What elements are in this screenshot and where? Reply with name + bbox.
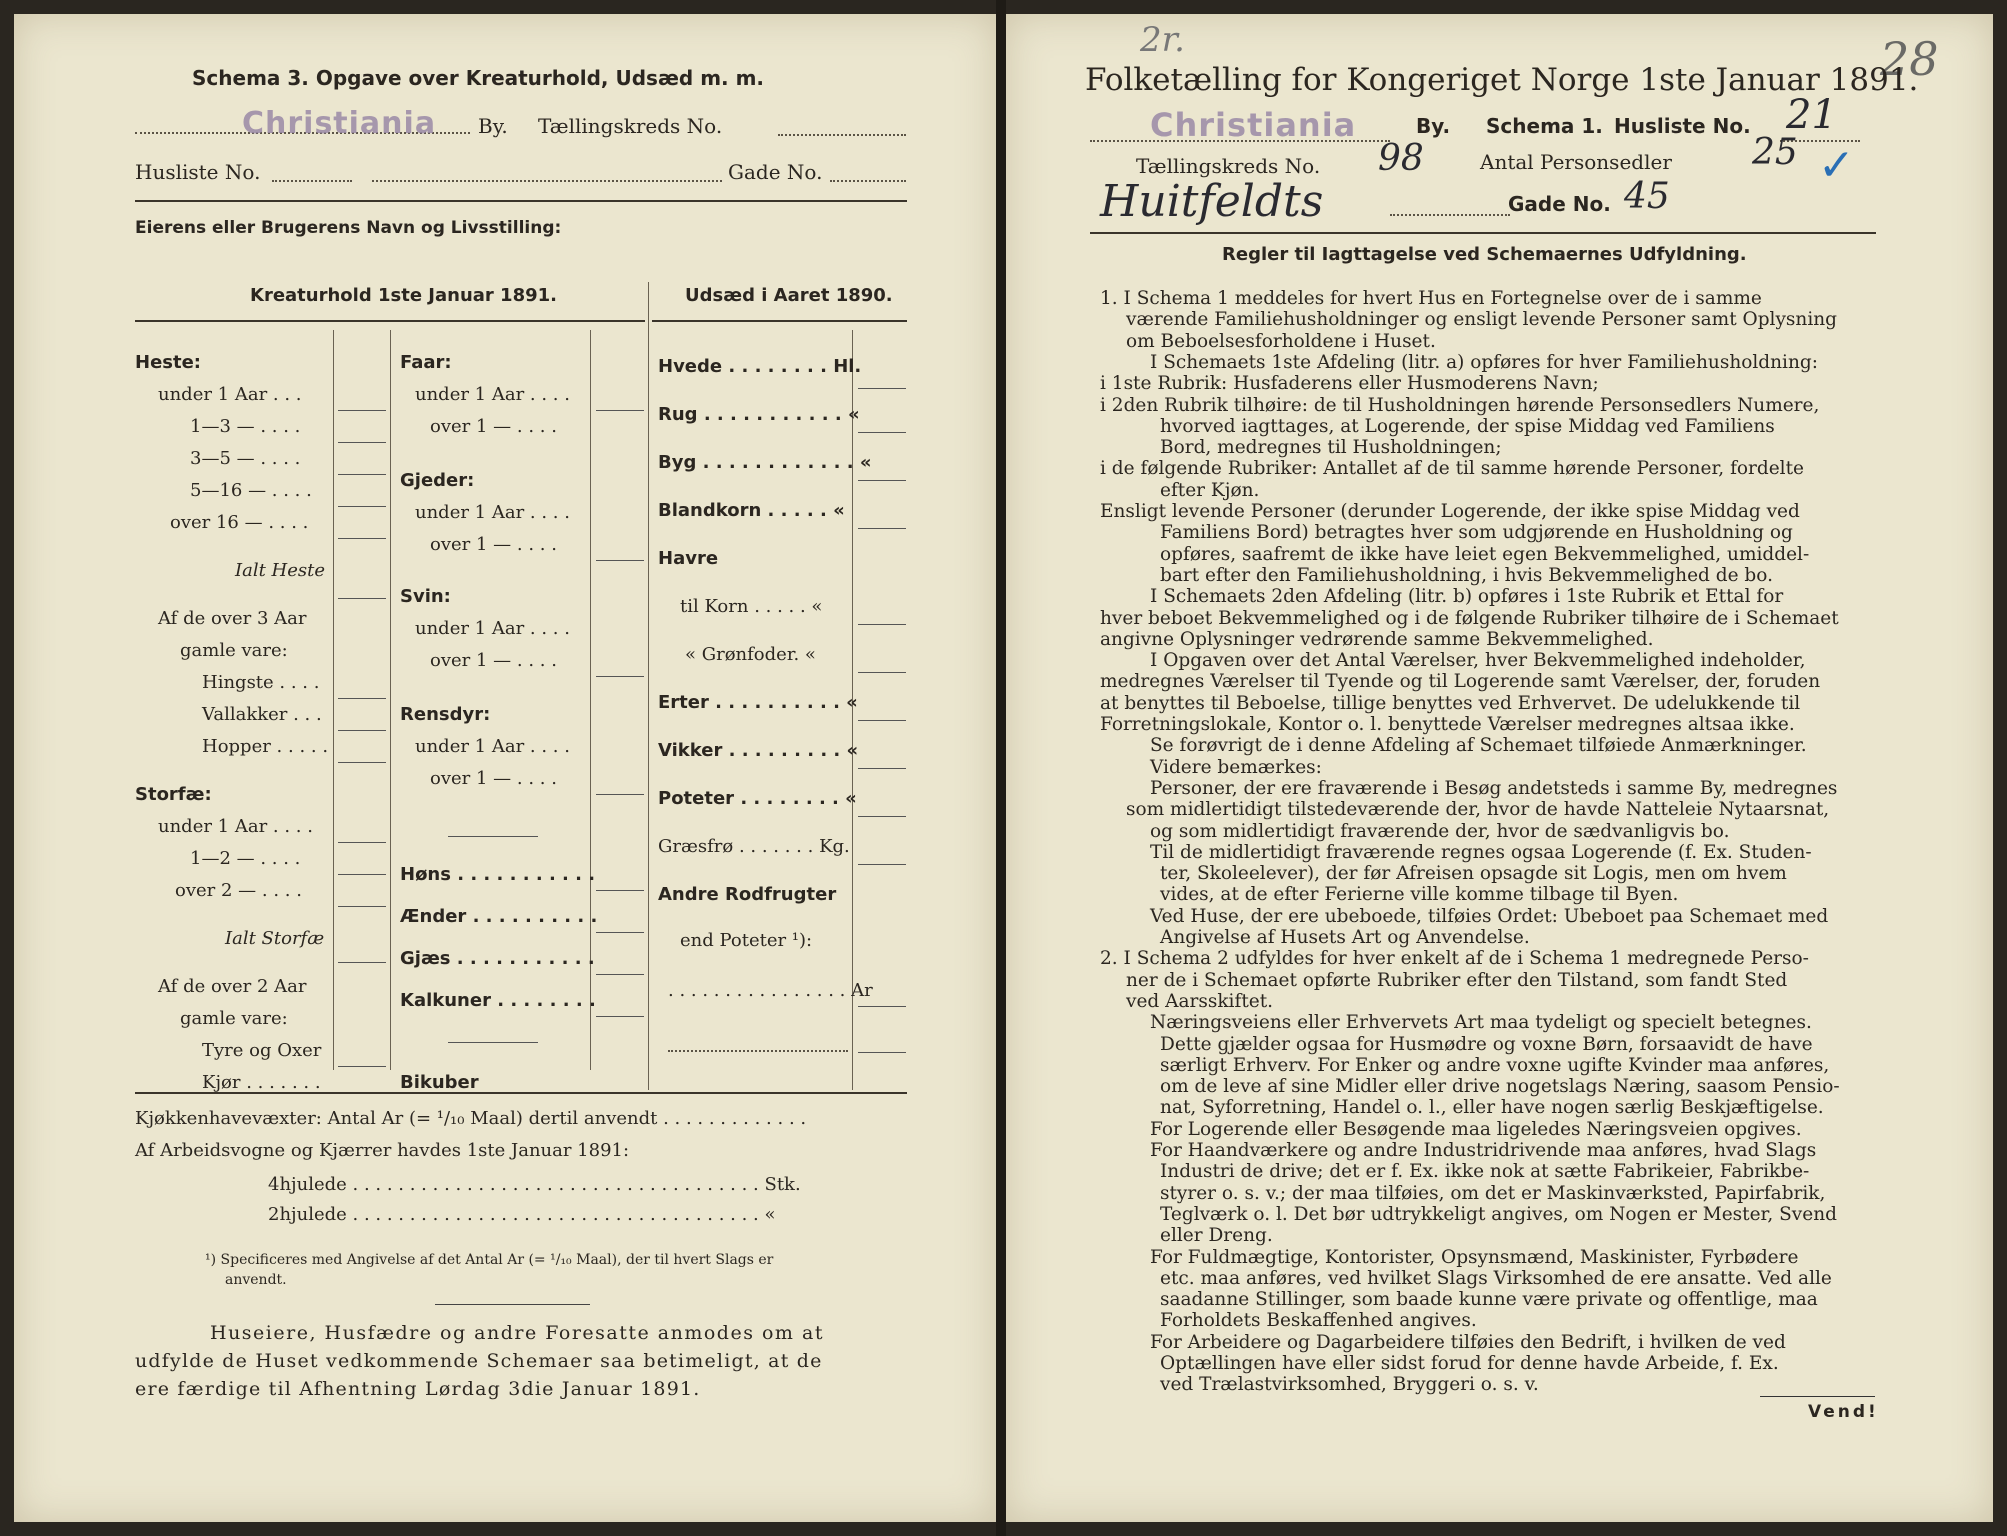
col3-row: Vikker . . . . . . . . . « — [658, 740, 859, 761]
rule-line: For Fuldmægtige, Kontorister, Opsynsmænd, Maskinister, Fyrbødere — [1150, 1247, 1799, 1268]
col3-blank — [858, 720, 906, 721]
rule-line: vides, at de efter Ferierne ville komme tilbage til Byen. — [1160, 884, 1679, 905]
col3-row: Byg . . . . . . . . . . . . « — [658, 452, 872, 473]
col2-blank — [596, 1016, 644, 1017]
col2-blank — [596, 676, 644, 677]
col1-row: Kjør . . . . . . . — [202, 1072, 321, 1093]
col2-row: Ænder . . . . . . . . . . — [400, 906, 598, 927]
rule-line: etc. maa anføres, ved hvilket Slags Virksomhed de ere ansatte. Ved alle — [1160, 1268, 1832, 1289]
right-gade-label: Gade No. — [1508, 192, 1611, 216]
left-gade-label: Gade No. — [728, 160, 823, 184]
col1-row: 5—16 — . . . . — [190, 480, 312, 501]
taellingskreds-dotline — [778, 132, 906, 136]
footnote-line-2: anvendt. — [225, 1272, 287, 1288]
col3-row: Havre — [658, 548, 719, 569]
vend-label: Vend! — [1808, 1402, 1879, 1422]
left-husliste-label: Husliste No. — [135, 160, 261, 184]
col3-blank — [858, 816, 906, 817]
closing-separator — [435, 1304, 590, 1305]
col3-blank — [858, 624, 906, 625]
col1-row: Ialt Heste — [235, 560, 326, 581]
col2-blank — [596, 410, 644, 411]
col1-blank — [338, 762, 386, 763]
rule-line: Til de midlertidigt fraværende regnes ogsaa Logerende (f. Ex. Studen- — [1150, 842, 1812, 863]
col2-row: Gjæs . . . . . . . . . . . — [400, 948, 595, 969]
col1-row: under 1 Aar . . . . — [158, 816, 313, 837]
right-by-label: By. — [1416, 114, 1451, 138]
col1-row: 3—5 — . . . . — [190, 448, 301, 469]
col2-row: Rensdyr: — [400, 704, 491, 725]
col1-row: Heste: — [135, 352, 201, 373]
col1-row: Af de over 3 Aar — [158, 608, 307, 629]
col3-row: til Korn . . . . . « — [680, 596, 823, 617]
col1-row: gamle vare: — [180, 1008, 288, 1029]
rule-line: I Schemaets 2den Afdeling (litr. b) opføres i 1ste Rubrik et Ettal for — [1150, 586, 1784, 607]
blue-check-mark: ✓ — [1818, 140, 1855, 191]
book-gutter — [996, 0, 1006, 1536]
col2-blank — [596, 932, 644, 933]
gade-dotline — [830, 178, 906, 182]
col3-blank — [858, 1052, 906, 1053]
udsaed-heading: Udsæd i Aaret 1890. — [685, 285, 893, 306]
col2-row: over 1 — . . . . — [430, 768, 557, 789]
rule-line: særligt Erhverv. For Enker og andre voxne ugifte Kvinder maa anføres, — [1160, 1055, 1830, 1076]
col1-row: Hingste . . . . — [202, 672, 320, 693]
col3-row: Hvede . . . . . . . . Hl. — [658, 356, 862, 377]
col3-row: Erter . . . . . . . . . . « — [658, 692, 858, 713]
right-taellingskreds-label: Tællingskreds No. — [1136, 154, 1321, 178]
col1-blank — [338, 874, 386, 875]
col2-blank — [596, 794, 644, 795]
udsaed-rule — [652, 320, 907, 322]
rule-line: medregnes Værelser til Tyende og til Logerende samt Værelser, der, foruden — [1100, 671, 1821, 692]
col3-extra-dotline — [668, 1048, 848, 1052]
rule-line: styrer o. s. v.; der maa tilføies, om det er Maskinværksted, Papirfabrik, — [1160, 1183, 1826, 1204]
col3-blank — [858, 864, 906, 865]
col1-row: Af de over 2 Aar — [158, 976, 307, 997]
col3-row: Rug . . . . . . . . . . . « — [658, 404, 860, 425]
rule-line: ved Trælastvirksomhed, Bryggeri o. s. v. — [1160, 1374, 1539, 1395]
col1-row: Hopper . . . . . — [202, 736, 329, 757]
rule-line: værende Familiehusholdninger og ensligt levende Personer samt Oplysning — [1126, 309, 1837, 330]
left-taellingskreds-label: Tællingskreds No. — [538, 114, 723, 138]
taellingskreds-value: 98 — [1378, 138, 1424, 179]
col1-blank — [338, 906, 386, 907]
right-title: Folketælling for Kongeriget Norge 1ste Januar 1891. — [1085, 62, 1919, 98]
footnote-line-1: ¹) Specificeres med Angivelse af det Antal Ar (= ¹/₁₀ Maal), der til hvert Slags er — [205, 1252, 774, 1268]
col2-row: over 1 — . . . . — [430, 650, 557, 671]
rule-line: 1. I Schema 1 meddeles for hvert Hus en Fortegnelse over de i samme — [1100, 288, 1762, 309]
schema-label: Schema 1. — [1486, 114, 1603, 138]
col3-blank — [858, 768, 906, 769]
col1-row: 1—2 — . . . . — [190, 848, 301, 869]
left-city-stamp: Christiania — [242, 106, 437, 141]
col3-blank — [858, 528, 906, 529]
col2-row: Høns . . . . . . . . . . . — [400, 864, 596, 885]
rule-line: at benyttes til Beboelse, tillige benyttes ved Erhvervet. De udelukkende til — [1100, 693, 1801, 714]
left-title: Schema 3. Opgave over Kreaturhold, Udsæd m. m. — [192, 66, 765, 90]
col2-row: Svin: — [400, 586, 451, 607]
right-husliste-label: Husliste No. — [1614, 114, 1751, 138]
hjul2-line: 2hjulede . . . . . . . . . . . . . . . . . . . . . . . . . . . . . . . . . . . . « — [268, 1204, 776, 1225]
rule-line: som midlertidigt tilstedeværende der, hvor de havde Natteleie Nytaarsnat, — [1126, 799, 1830, 820]
left-by-label: By. — [478, 114, 508, 138]
col1-row: gamle vare: — [180, 640, 288, 661]
col3-row: Poteter . . . . . . . . « — [658, 788, 857, 809]
col1-row: Vallakker . . . — [202, 704, 322, 725]
col1-blank — [338, 410, 386, 411]
col1-value-right — [390, 330, 391, 1070]
col1-blank — [338, 598, 386, 599]
col2-row: over 1 — . . . . — [430, 416, 557, 437]
col1-blank — [338, 730, 386, 731]
col1-row: over 16 — . . . . — [170, 512, 309, 533]
rule-line: Ved Huse, der ere ubeboede, tilføies Ordet: Ubeboet paa Schemaet med — [1150, 906, 1829, 927]
col3-row: Andre Rodfrugter — [658, 884, 837, 905]
rule-line: Bord, medregnes til Husholdningen; — [1160, 437, 1502, 458]
arbeidsvogne-line: Af Arbeidsvogne og Kjærrer havdes 1ste Januar 1891: — [135, 1140, 630, 1161]
rule-line: i 1ste Rubrik: Husfaderens eller Husmoderens Navn; — [1100, 373, 1599, 394]
rule-line: I Schemaets 1ste Afdeling (litr. a) opføres for hver Familiehusholdning: — [1150, 352, 1818, 373]
col3-blank — [858, 388, 906, 389]
rule-line: angivne Oplysninger vedrørende samme Bekvemmelighed. — [1100, 629, 1654, 650]
pencil-mark: 2r. — [1140, 20, 1185, 60]
col2-blank — [596, 560, 644, 561]
col3-blank — [858, 672, 906, 673]
rule-line: i de følgende Rubriker: Antallet af de til samme hørende Personer, fordelte — [1100, 458, 1804, 479]
rule-line: opføres, saafremt de ikke have leiet egen Bekvemmelighed, umiddel- — [1160, 544, 1810, 565]
rule-line: og som midlertidigt fraværende der, hvor de sædvanligvis bo. — [1150, 821, 1730, 842]
rule-line: i 2den Rubrik tilhøire: de til Husholdningen hørende Personsedlers Numere, — [1100, 395, 1820, 416]
col1-row: 1—3 — . . . . — [190, 416, 301, 437]
rule-line: Forretningslokale, Kontor o. l. benyttede Værelser medregnes altsaa ikke. — [1100, 714, 1795, 735]
hjul4-line: 4hjulede . . . . . . . . . . . . . . . . . . . . . . . . . . . . . . . . . . . . Stk. — [268, 1174, 801, 1195]
street-name-value: Huitfeldts — [1100, 176, 1324, 227]
personsedler-label: Antal Personsedler — [1480, 150, 1672, 174]
rule-line: ner de i Schemaet opførte Rubriker efter den Tilstand, som fandt Sted — [1126, 970, 1788, 991]
col3-row: Blandkorn . . . . . « — [658, 500, 845, 521]
corner-page-number: 28 — [1880, 32, 1939, 86]
col1-blank — [338, 842, 386, 843]
col2-separator — [448, 836, 538, 837]
col2-row: Kalkuner . . . . . . . . — [400, 990, 596, 1011]
kjokken-line: Kjøkkenhavevæxter: Antal Ar (= ¹/₁₀ Maal) dertil anvendt . . . . . . . . . . . . . — [135, 1108, 807, 1129]
rules-heading: Regler til Iagttagelse ved Schemaernes Udfyldning. — [1222, 244, 1747, 265]
col1-row: Tyre og Oxer — [202, 1040, 322, 1061]
rule-line: hver beboet Bekvemmelighed og i de følgende Rubriker tilhøire de i Schemaet — [1100, 608, 1839, 629]
kreaturhold-heading: Kreaturhold 1ste Januar 1891. — [250, 285, 557, 306]
eier-label: Eierens eller Brugerens Navn og Livsstilling: — [135, 218, 562, 238]
rule-line: bart efter den Familiehusholdning, i hvis Bekvemmelighed de bo. — [1160, 565, 1773, 586]
col1-blank — [338, 698, 386, 699]
col3-row: . . . . . . . . . . . . . . . . Ar — [668, 980, 873, 1001]
col1-blank — [338, 506, 386, 507]
gade-value: 45 — [1624, 176, 1670, 217]
street-dotline-right — [1390, 212, 1510, 216]
husliste-dotline — [272, 178, 352, 182]
vend-separator — [1760, 1396, 1875, 1397]
col1-value-left — [333, 330, 334, 1070]
col2-row: under 1 Aar . . . . — [415, 618, 570, 639]
rule-line: om de leve af sine Midler eller drive nogetslags Næring, saasom Pensio- — [1160, 1076, 1840, 1097]
header-rule — [135, 200, 907, 202]
rule-line: Næringsveiens eller Erhvervets Art maa tydeligt og specielt betegnes. — [1150, 1012, 1812, 1033]
col2-row: under 1 Aar . . . . — [415, 384, 570, 405]
section-divider — [648, 282, 649, 1090]
col1-row: over 2 — . . . . — [175, 880, 302, 901]
rule-line: Se forøvrigt de i denne Afdeling af Schemaet tilføiede Anmærkninger. — [1150, 735, 1807, 756]
rule-line: efter Kjøn. — [1160, 480, 1260, 501]
husliste-value: 21 — [1786, 92, 1837, 138]
col1-blank — [338, 442, 386, 443]
rule-line: For Haandværkere og andre Industridrivende maa anføres, hvad Slags — [1150, 1140, 1817, 1161]
col3-blank — [858, 432, 906, 433]
rule-line: Angivelse af Husets Art og Anvendelse. — [1160, 927, 1530, 948]
rule-line: om Beboelsesforholdene i Huset. — [1126, 331, 1436, 352]
rule-line: ter, Skoleelever), der før Afreisen opsagde sit Logis, men om hvem — [1160, 863, 1787, 884]
closing-line-3: ere færdige til Afhentning Lørdag 3die Januar 1891. — [135, 1378, 701, 1400]
col3-blank — [858, 1006, 906, 1007]
rule-line: I Opgaven over det Antal Værelser, hver Bekvemmelighed indeholder, — [1150, 650, 1806, 671]
rule-line: Optællingen have eller sidst forud for denne havde Arbeide, f. Ex. — [1160, 1353, 1779, 1374]
rule-line: Teglværk o. l. Det bør udtrykkeligt angives, om Nogen er Mester, Svend — [1160, 1204, 1837, 1225]
rule-line: ved Aarsskiftet. — [1126, 991, 1274, 1012]
col1-row: Storfæ: — [135, 784, 212, 805]
col3-blank — [858, 480, 906, 481]
col2-row: over 1 — . . . . — [430, 534, 557, 555]
rule-line: nat, Syforretning, Handel o. l., eller have nogen særlig Beskjæftigelse. — [1160, 1097, 1824, 1118]
col2-blank — [596, 974, 644, 975]
rule-line: Familiens Bord) betragtes hver som udgjørende en Husholdning og — [1160, 522, 1793, 543]
right-header-rule — [1090, 232, 1876, 234]
col1-blank — [338, 962, 386, 963]
rule-line: Ensligt levende Personer (derunder Logerende, der ikke spise Middag ved — [1100, 501, 1800, 522]
col2-row: under 1 Aar . . . . — [415, 736, 570, 757]
right-city-stamp: Christiania — [1150, 106, 1357, 144]
rule-line: Personer, der ere fraværende i Besøg andetsteds i samme By, medregnes — [1150, 778, 1838, 799]
kreaturhold-rule — [135, 320, 645, 322]
rule-line: Videre bemærkes: — [1150, 757, 1322, 778]
col3-row: Græsfrø . . . . . . . Kg. — [658, 836, 850, 857]
col3-row: « Grønfoder. « — [685, 644, 816, 665]
rule-line: eller Dreng. — [1160, 1225, 1273, 1246]
col3-row: end Poteter ¹): — [680, 930, 813, 951]
col2-blank — [596, 890, 644, 891]
col1-row: under 1 Aar . . . — [158, 384, 302, 405]
col1-blank — [338, 474, 386, 475]
street-dotline — [372, 178, 722, 182]
rule-line: Industri de drive; det er f. Ex. ikke nok at sætte Fabrikeier, Fabrikbe- — [1160, 1161, 1810, 1182]
closing-line-2: udfylde de Huset vedkommende Schemaer saa betimeligt, at de — [135, 1350, 823, 1372]
personsedler-value: 25 — [1752, 132, 1798, 173]
rule-line: Dette gjælder ogsaa for Husmødre og voxne Børn, forsaavidt de have — [1160, 1034, 1813, 1055]
rule-line: hvorved iagttages, at Logerende, der spise Middag ved Familiens — [1160, 416, 1775, 437]
rule-line: For Logerende eller Besøgende maa ligeledes Næringsveien opgives. — [1150, 1119, 1802, 1140]
col1-blank — [338, 1066, 386, 1067]
col2-row: Bikuber — [400, 1072, 479, 1093]
col2-row: Gjeder: — [400, 470, 475, 491]
rule-line: 2. I Schema 2 udfyldes for hver enkelt af de i Schema 1 medregnede Perso- — [1100, 948, 1809, 969]
closing-line-1: Huseiere, Husfædre og andre Foresatte anmodes om at — [210, 1322, 824, 1344]
col2-row: Faar: — [400, 352, 452, 373]
col2-row: under 1 Aar . . . . — [415, 502, 570, 523]
col2-separator — [448, 1042, 538, 1043]
rule-line: Forholdets Beskaffenhed angives. — [1160, 1310, 1477, 1331]
rule-line: For Arbeidere og Dagarbeidere tilføies den Bedrift, i hvilken de ved — [1150, 1332, 1786, 1353]
rule-line: saadanne Stillinger, som baade kunne være private og offentlige, maa — [1160, 1289, 1818, 1310]
col1-blank — [338, 538, 386, 539]
col1-row: Ialt Storfæ — [225, 928, 325, 949]
